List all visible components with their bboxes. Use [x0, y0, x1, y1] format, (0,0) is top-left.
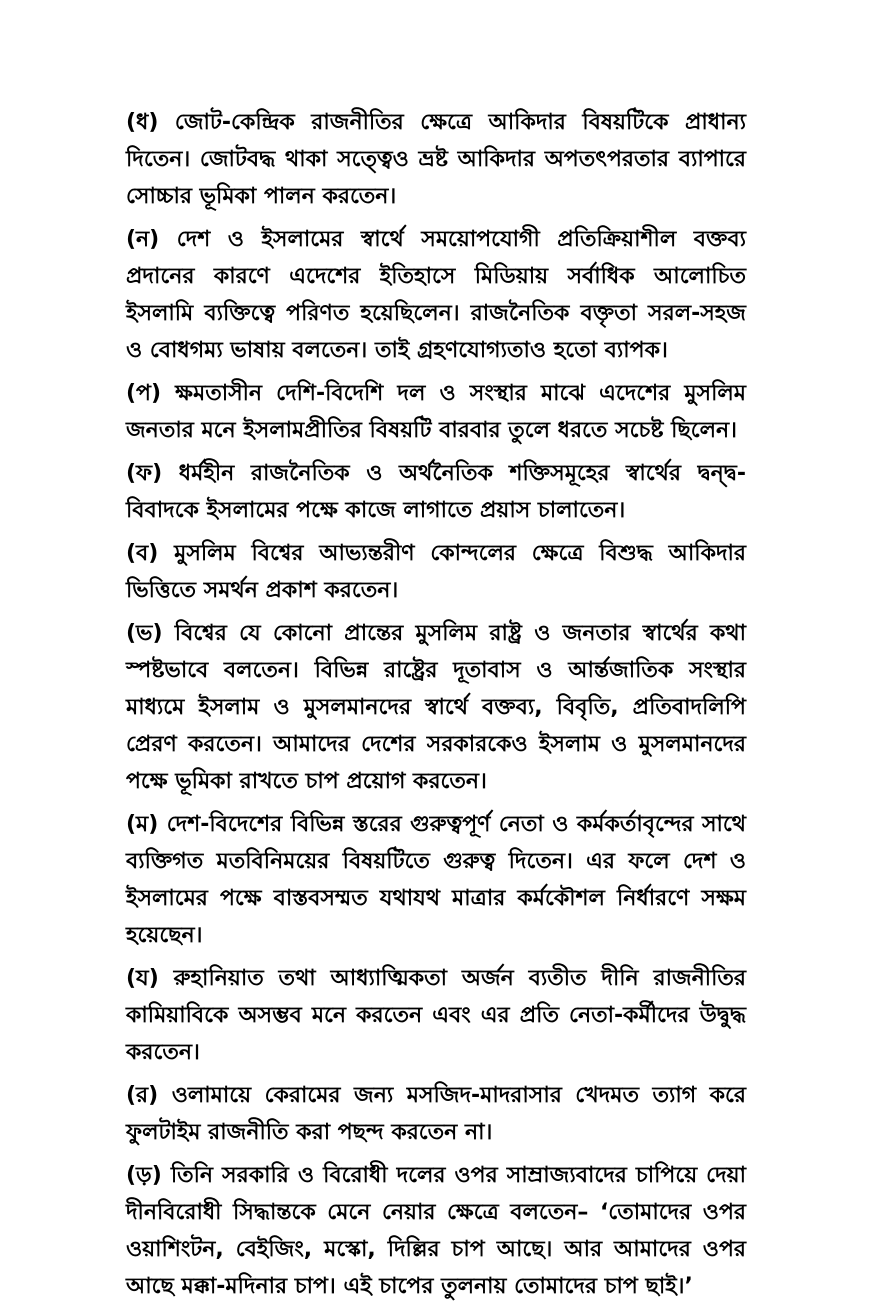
paragraph-ra: (র) ওলামায়ে কেরামের জন্য মসজিদ-মাদরাসার খেদমত ত্যাগ করে ফুলটাইম রাজনীতি করা পছন্দ করতেন না।: [126, 1083, 746, 1145]
paragraph-na: (ন) দেশ ও ইসলামের স্বার্থে সময়োপযোগী প্রতিক্রিয়াশীল বক্তব্য প্রদানের কারণে এদেশের ইতিহাসে মিডিয়ায় সর্বাধিক আলোচিত ইসলামি ব্যক্তিত্বে পরিণত হয়েছিলেন। রাজনৈতিক বক্তৃতা সরল-সহজ ও বোধগম্য ভাষায় বলতেন। তাই গ্রহণযোগ্যতাও হতো ব্যাপক।: [126, 227, 746, 363]
document-page: [126, 104, 746, 1311]
paragraph-bha: (ভ) বিশ্বের যে কোনো প্রান্তের মুসলিম রাষ্ট্র ও জনতার স্বার্থের কথা স্পষ্টভাবে বলতেন। বিভিন্ন রাষ্ট্রের দূতাবাস ও আর্ন্তজাতিক সংস্থার মাধ্যমে ইসলাম ও মুসলমানদের স্বার্থে বক্তব্য, বিবৃতি, প্রতিবাদলিপি প্রেরণ করতেন। আমাদের দেশের সরকারকেও ইসলাম ও মুসলমানদের পক্ষে ভূমিকা রাখতে চাপ প্রয়োগ করতেন।: [126, 621, 746, 794]
paragraph-dha: (ধ) জোট-কেন্দ্রিক রাজনীতির ক্ষেত্রে আকিদার বিষয়টিকে প্রাধান্য দিতেন। জোটবদ্ধ থাকা সত্ত্বেও ভ্রষ্ট আকিদার অপতৎপরতার ব্যাপারে সোচ্চার ভূমিকা পালন করতেন।: [126, 110, 746, 209]
paragraph-ma: (ম) দেশ-বিদেশের বিভিন্ন স্তরের গুরুত্বপূর্ণ নেতা ও কর্মকর্তাবৃন্দের সাথে ব্যক্তিগত মতবিনিময়ের বিষয়টিতে গুরুত্ব দিতেন। এর ফলে দেশ ও ইসলামের পক্ষে বাস্তবসম্মত যথাযথ মাত্রার কর্মকৌশল নির্ধারণে সক্ষম হয়েছেন।: [126, 812, 746, 948]
paragraph-ba: (ব) মুসলিম বিশ্বের আভ্যন্তরীণ কোন্দলের ক্ষেত্রে বিশুদ্ধ আকিদার ভিত্তিতে সমর্থন প্রকাশ করতেন।: [126, 541, 746, 603]
paragraph-rra: (ড়) তিনি সরকারি ও বিরোধী দলের ওপর সাম্রাজ্যবাদের চাপিয়ে দেয়া দীনবিরোধী সিদ্ধান্তকে মেনে নেয়ার ক্ষেত্রে বলতেন– ‘তোমাদের ওপর ওয়াশিংটন, বেইজিং, মস্কো, দিল্লির চাপ আছে। আর আমাদের ওপর আছে মক্কা-মদিনার চাপ। এই চাপের তুলনায় তোমাদের চাপ ছাই।’: [126, 1163, 746, 1299]
paragraph-pa: (প) ক্ষমতাসীন দেশি-বিদেশি দল ও সংস্থার মাঝে এদেশের মুসলিম জনতার মনে ইসলামপ্রীতির বিষয়টি বারবার তুলে ধরতে সচেষ্ট ছিলেন।: [126, 381, 746, 443]
paragraph-ya: (য) রুহানিয়াত তথা আধ্যাত্মিকতা অর্জন ব্যতীত দীনি রাজনীতির কামিয়াবিকে অসম্ভব মনে করতেন এবং এর প্রতি নেতা-কর্মীদের উদ্বুদ্ধ করতেন।: [126, 966, 746, 1065]
paragraph-pha: (ফ) ধর্মহীন রাজনৈতিক ও অর্থনৈতিক শক্তিসমূহের স্বার্থের দ্বন্দ্ব-বিবাদকে ইসলামের পক্ষে কাজে লাগাতে প্রয়াস চালাতেন।: [126, 461, 746, 523]
